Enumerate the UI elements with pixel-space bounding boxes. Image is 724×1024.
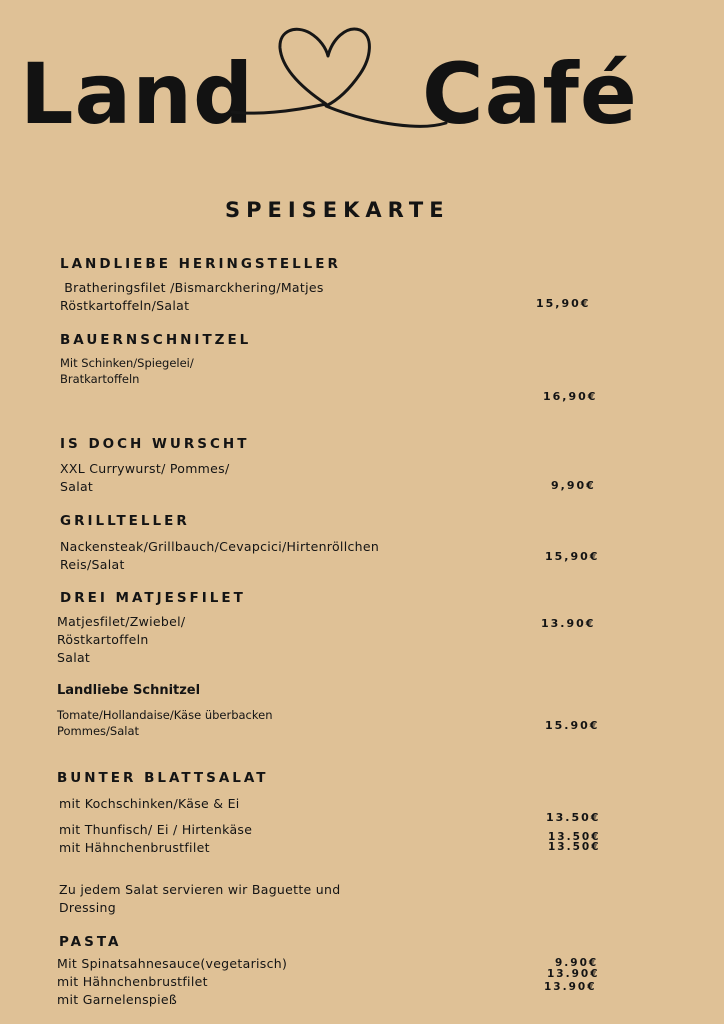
pasta-price: 13.90€	[547, 968, 600, 980]
menu-item-name: IS DOCH WURSCHT	[60, 436, 250, 452]
salad-option: mit Thunfisch/ Ei / Hirtenkäse	[59, 822, 253, 837]
menu-item-description: XXL Currywurst/ Pommes/ Salat	[60, 461, 230, 494]
menu-item-name: Landliebe Schnitzel	[57, 683, 201, 698]
menu-item-price: 15.90€	[545, 719, 600, 732]
menu-item-name: LANDLIEBE HERINGSTELLER	[60, 256, 341, 272]
salad-option: mit Hähnchenbrustfilet	[59, 840, 210, 855]
salad-note: Zu jedem Salat servieren wir Baguette und Dressing	[59, 882, 341, 915]
menu-item-price: 13.90€	[541, 617, 596, 630]
menu-item-price: 15,90€	[545, 550, 600, 563]
menu-item-description: Nackensteak/Grillbauch/Cevapcici/Hirtenröllchen Reis/Salat	[60, 539, 380, 572]
salad-price: 13.50€	[548, 841, 601, 853]
menu-item-name: BAUERNSCHNITZEL	[60, 332, 252, 348]
pasta-option: mit Hähnchenbrustfilet	[57, 974, 208, 989]
menu-item-price: 15,90€	[536, 297, 591, 310]
menu-item-name: DREI MATJESFILET	[60, 590, 246, 606]
menu-item-name: GRILLTELLER	[60, 513, 190, 529]
menu-item-price: 16,90€	[543, 390, 598, 403]
menu-item-name: BUNTER BLATTSALAT	[57, 770, 269, 786]
salad-option: mit Kochschinken/Käse & Ei	[59, 796, 240, 811]
page-title: SPEISEKARTE	[225, 198, 450, 222]
salad-price: 13.50€	[548, 831, 601, 843]
logo-word-cafe: Café	[422, 45, 638, 143]
pasta-option: mit Garnelenspieß	[57, 992, 178, 1007]
pasta-price: 13.90€	[544, 981, 597, 993]
pasta-price: 9.90€	[555, 957, 599, 969]
menu-item-price: 9,90€	[551, 479, 596, 492]
menu-item-description: Mit Schinken/Spiegelei/ Bratkartoffeln	[60, 356, 194, 386]
menu-item-name: PASTA	[59, 934, 122, 950]
menu-item-description: Matjesfilet/Zwiebel/ Röstkartoffeln Salat	[57, 614, 186, 665]
salad-price: 13.50€	[546, 811, 601, 824]
logo-word-land: Land	[20, 45, 255, 143]
menu-item-description: Tomate/Hollandaise/Käse überbacken Pommes/Salat	[57, 708, 273, 738]
menu-item-description: Bratheringsfilet /Bismarckhering/Matjes Röstkartoffeln/Salat	[60, 280, 324, 313]
pasta-option: Mit Spinatsahnesauce(vegetarisch)	[57, 956, 288, 971]
